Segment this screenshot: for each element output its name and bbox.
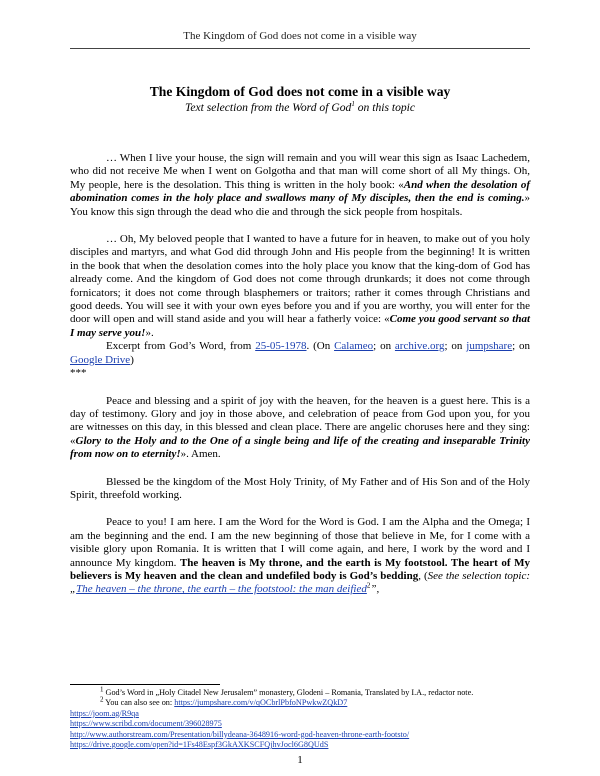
footnote-text: You can also see on: xyxy=(103,698,175,708)
paragraph-text: ». xyxy=(145,326,154,339)
paragraph-emphasis: And when the desolation of abomination comes in the holy place and swallows many of My disciples, then the end is coming. xyxy=(70,178,530,205)
paragraph-5 xyxy=(70,516,530,596)
footnote-link-google-drive[interactable]: https://drive.google.com/open?id=1Fs48Espf3GkAXKSCFQjhvJocl6G8QUdS xyxy=(70,740,329,750)
page-subtitle xyxy=(70,101,530,114)
footnote-text: God’s Word in „Holy Citadel New Jerusalem” monastery, Glodeni – Romania, Translated by I.A., redactor note. xyxy=(103,688,474,697)
selection-topic-link[interactable]: The heaven – the throne, the earth – the footstool: the man deified xyxy=(76,583,367,596)
paragraph-text: … When I live your house, the sign will remain and you will wear this sign as Isaac Lachedem, who did not receive Me when I went on Golgotha and that man will come short of all My things. Oh, My people, here is the desolation. This thing is written in the holy book: « xyxy=(70,152,530,191)
paragraph-text: » You know this sign through the dead who die and through the sick people from hospitals. xyxy=(70,192,530,218)
excerpt-text: . (On xyxy=(306,340,335,353)
paragraph-italic: See the selection topic: „ xyxy=(70,569,530,596)
footnote-number: 2 xyxy=(100,695,104,704)
page-number: 1 xyxy=(297,754,303,766)
paragraph-text: ». Amen. xyxy=(180,448,221,461)
footnote-link-authorstream[interactable]: http://www.authorstream.com/Presentation/billydeana-3648916-word-god-heaven-throne-earth-footsto/ xyxy=(70,729,410,739)
footnote-2 xyxy=(70,695,530,708)
paragraph-text: Peace to you! I am here. I am the Word for the Word is God. I am the Alpha and the Omega; I am the beginning and the end. I am the new beginning of those that believe in Me, for I come with a visible glory upon Romania. It is written that I will come again, and here, I work by the word and I announce My kingdom. xyxy=(70,516,530,569)
subtitle-text-end: on this topic xyxy=(354,101,416,114)
paragraph-text: Peace and blessing and a spirit of joy with the heaven, for the heaven is a guest here. This is a day of testimony. Glory and joy in those above, and celebration of peace from God upon you, for you are witnesses on this day, in this blessed and clean place. There are angelic choruses here and they sing: « xyxy=(70,394,530,447)
page-title: The Kingdom of God does not come in a visible way xyxy=(149,84,451,99)
footnote-link-scribd[interactable]: https://www.scribd.com/document/396028975 xyxy=(70,719,222,729)
footnote-number: 1 xyxy=(100,685,104,694)
excerpt-text: ) xyxy=(130,353,134,366)
footnote-link-jumpshare[interactable]: https://jumpshare.com/v/qOCbrlPbfoNPwkwZQkD7 xyxy=(174,698,348,708)
footnote-ref-2[interactable]: 2 xyxy=(366,581,371,590)
archive-link[interactable]: archive.org xyxy=(394,340,445,353)
paragraph-4: Blessed be the kingdom of the Most Holy Trinity, of My Father and of His Son and of the Holy Spirit, threefold working. xyxy=(70,475,530,501)
footnote-link-joom[interactable]: https://joom.ag/R9qa xyxy=(70,708,139,718)
calameo-link[interactable]: Calameo xyxy=(334,340,374,353)
date-link[interactable]: 25-05-1978 xyxy=(255,340,307,353)
title-block xyxy=(70,84,530,114)
excerpt-text: ; on xyxy=(512,340,530,353)
excerpt-text: Excerpt from God’s Word, from xyxy=(106,340,256,353)
section-separator: *** xyxy=(70,367,87,380)
footnote-ref-1[interactable]: 1 xyxy=(351,100,355,109)
jumpshare-link[interactable]: jumpshare xyxy=(466,340,513,353)
document-body xyxy=(70,152,530,597)
excerpt-text: ; on xyxy=(373,340,395,353)
paragraph-emphasis: Glory to the Holy and to the One of a single being and life of the creating and inseparable Trinity from now on to eternity! xyxy=(70,434,530,461)
paragraph-bold: The heaven is My throne, and the earth is My footstool. The heart of My believers is My heaven and the clean and undefiled body is God’s bedding xyxy=(70,556,530,582)
paragraph-3 xyxy=(70,395,530,462)
excerpt-text: ; on xyxy=(444,340,467,353)
footnote-divider xyxy=(70,684,220,685)
excerpt-line xyxy=(70,340,530,367)
footnote-1 xyxy=(70,685,530,698)
footnotes xyxy=(70,684,530,750)
running-header: The Kingdom of God does not come in a visible way xyxy=(70,30,530,49)
paragraph-1 xyxy=(70,152,530,219)
paragraph-text: , ( xyxy=(418,569,428,582)
paragraph-2 xyxy=(70,233,530,340)
paragraph-emphasis: Come you good servant so that I may serve you! xyxy=(70,313,531,339)
paragraph-italic: ”, xyxy=(370,583,380,596)
subtitle-text: Text selection from the Word of God xyxy=(184,101,352,114)
paragraph-text: … Oh, My beloved people that I wanted to have a future for in heaven, to make out of you holy disciples and martyrs, and what God did through John and His people from the beginning! It is written in the book that when the desolation comes into the holy place you know that the king-dom of God has already come. And the kingdom of God does not come through drunkards; it does not come through fornicators; it does not come through blasphemers or traitors; rather it comes through Christians and good deeds. You will see it with your own eyes before you and if you are worthy, you will enter for the door will open and will stand aside and you will hear a fatherly voice: « xyxy=(70,233,530,326)
google-drive-link[interactable]: Google Drive xyxy=(70,353,131,366)
